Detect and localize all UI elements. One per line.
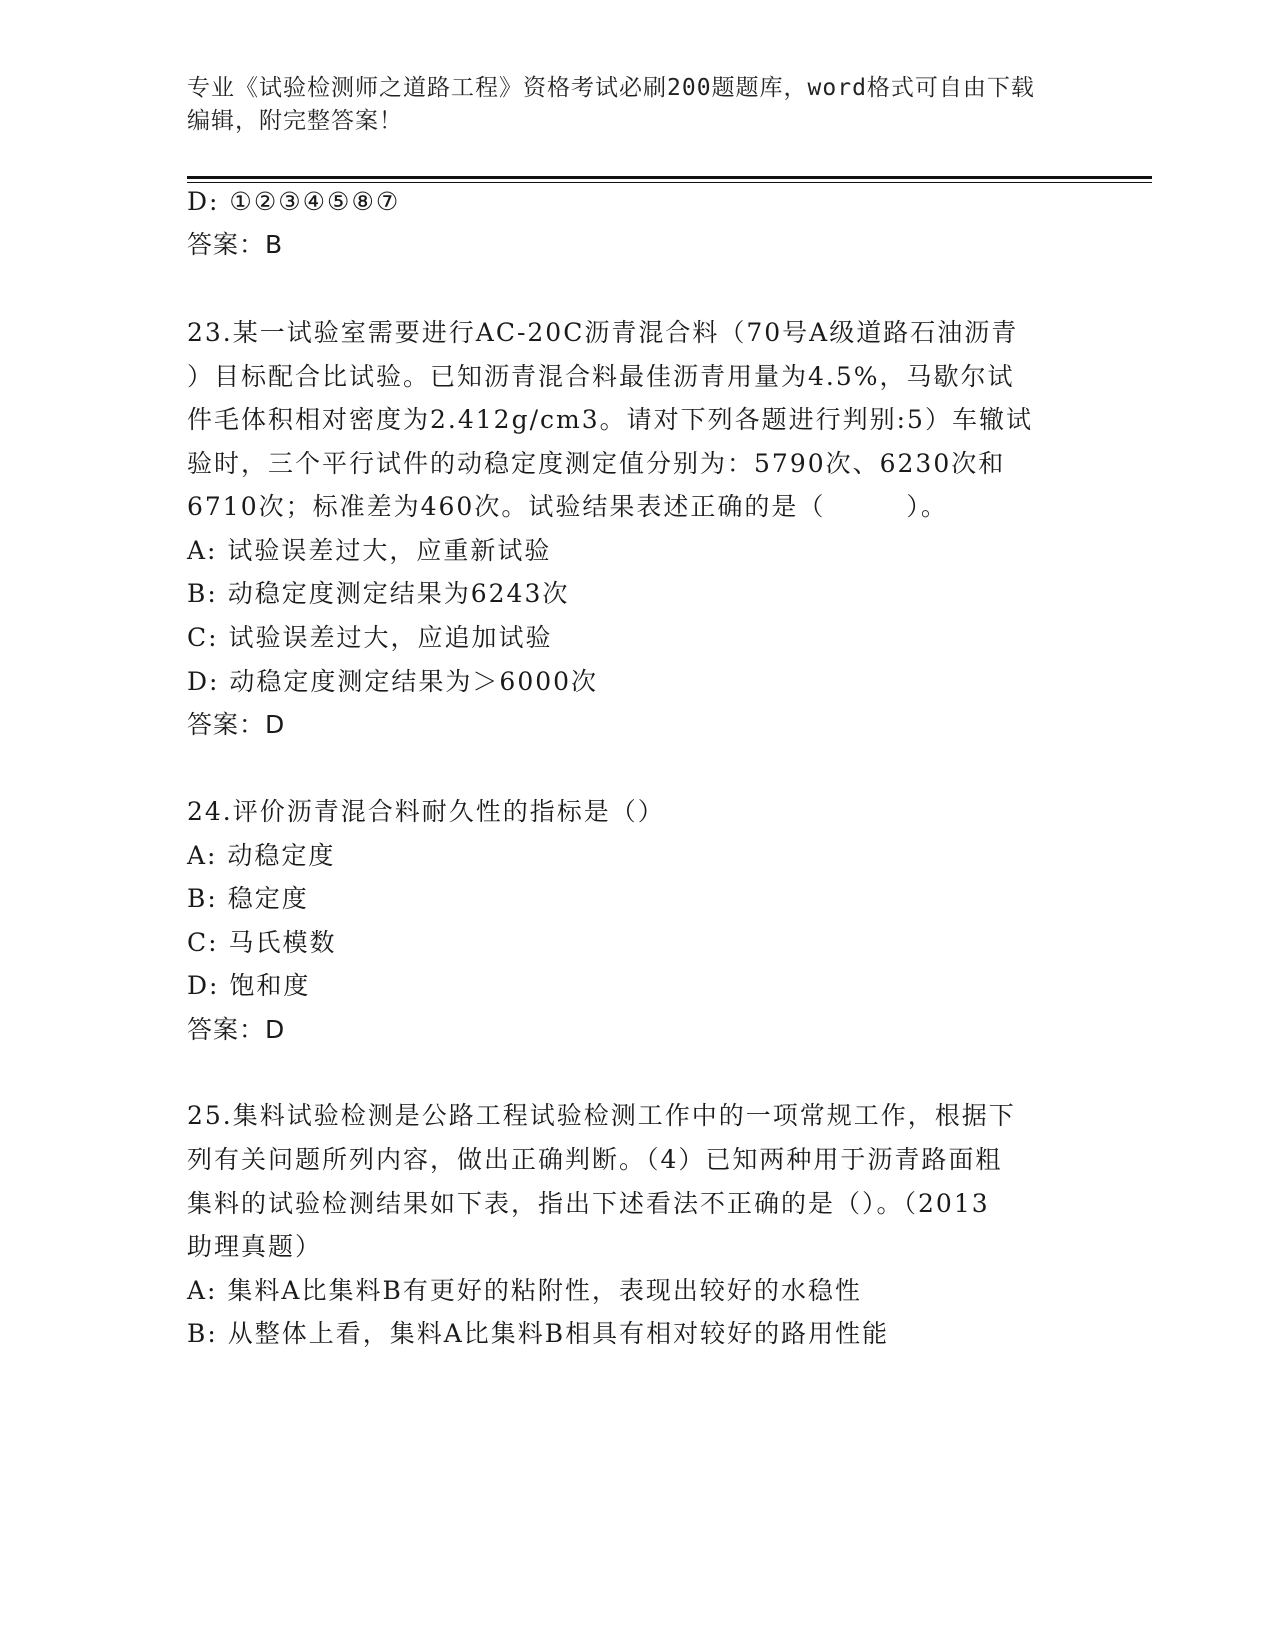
q24-option-a: A: 动稳定度 [187,841,336,870]
header-divider-thick [187,176,1152,179]
page-header [187,72,1087,138]
header-line-2: 编辑，附完整答案！ [187,108,403,134]
header-divider-thin [187,182,1152,183]
q25-text-line: 助理真题） [187,1232,323,1261]
q23-text-line: 23.某一试验室需要进行AC-20C沥青混合料（70号A级道路石油沥青 [187,318,1019,347]
q25-option-b: B: 从整体上看，集料A比集料B相具有相对较好的路用性能 [187,1319,890,1348]
prev-option-d: D: ①②③④⑤⑧⑦ [187,187,401,216]
q25-option-a: A: 集料A比集料B有更好的粘附性，表现出较好的水稳性 [187,1276,862,1305]
q24-answer: 答案：D [187,1015,286,1044]
q23-option-b: B: 动稳定度测定结果为6243次 [187,579,570,608]
q23-answer: 答案：D [187,710,286,739]
q25-text-line: 列有关问题所列内容，做出正确判断。（4）已知两种用于沥青路面粗 [187,1145,1003,1174]
q23-option-a: A: 试验误差过大，应重新试验 [187,536,552,565]
q24-option-d: D: 饱和度 [187,971,311,1000]
q23-text-line: ）目标配合比试验。已知沥青混合料最佳沥青用量为4.5%，马歇尔试 [187,362,1015,391]
q25-text-line: 集料的试验检测结果如下表，指出下述看法不正确的是（）。（2013 [187,1189,990,1218]
header-line-1: 专业《试验检测师之道路工程》资格考试必刷200题题库，word格式可自由下载 [187,75,1035,101]
q24-option-c: C: 马氏模数 [187,928,337,957]
q24-option-b: B: 稳定度 [187,884,309,913]
q23-text-line: 6710次；标准差为460次。试验结果表述正确的是（ ）。 [187,492,948,521]
q23-text-line: 件毛体积相对密度为2.412g/cm3。请对下列各题进行判别:5）车辙试 [187,405,1033,434]
prev-answer: 答案：B [187,230,284,259]
q23-option-c: C: 试验误差过大，应追加试验 [187,623,553,652]
q25-text-line: 25.集料试验检测是公路工程试验检测工作中的一项常规工作，根据下 [187,1101,1016,1130]
q23-text-line: 验时，三个平行试件的动稳定度测定值分别为：5790次、6230次和 [187,449,1006,478]
q24-text-line: 24.评价沥青混合料耐久性的指标是（） [187,797,665,826]
q23-option-d: D: 动稳定度测定结果为＞6000次 [187,667,599,696]
